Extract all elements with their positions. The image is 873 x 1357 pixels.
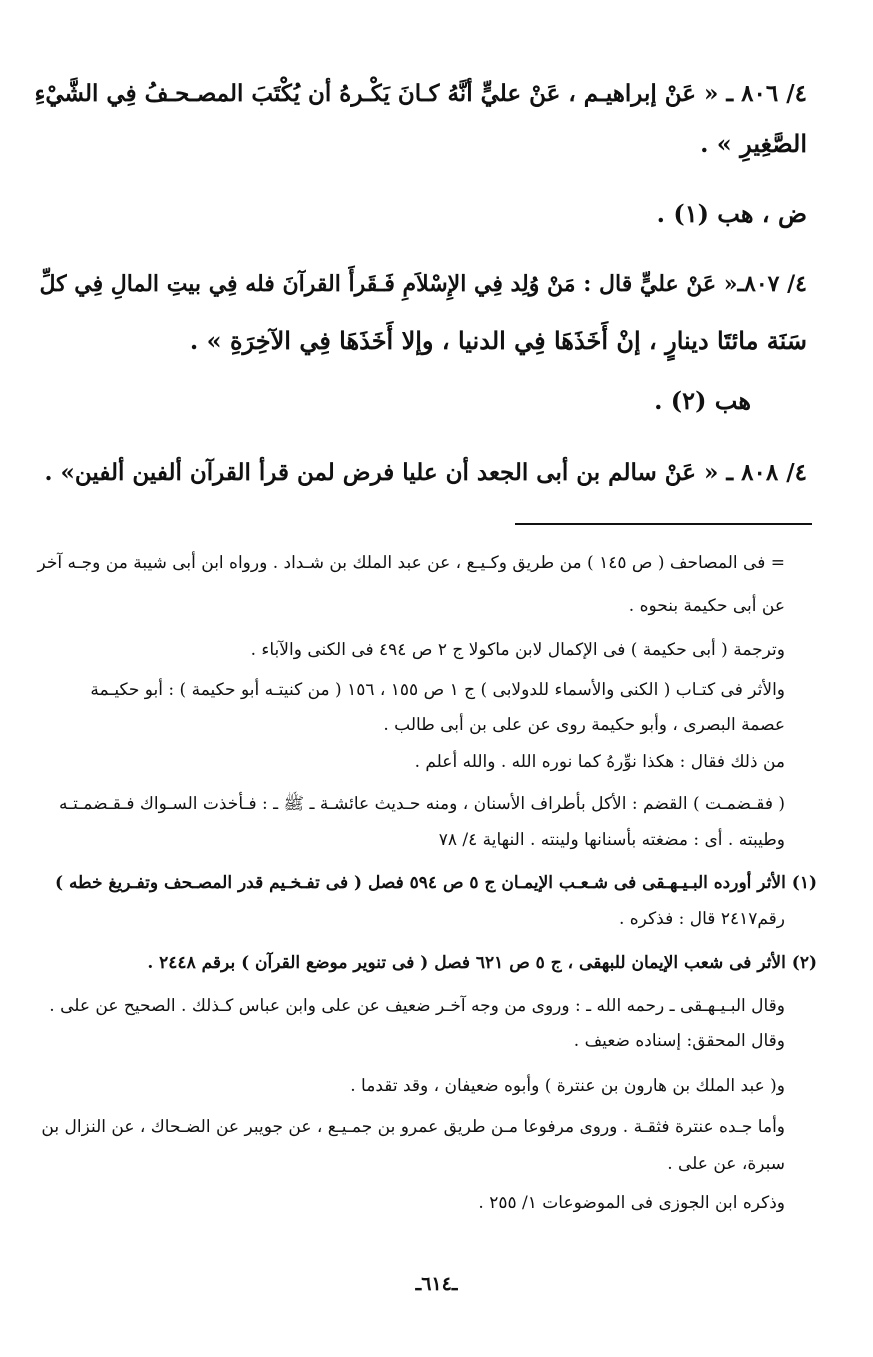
page-number: ـ٦١٤ـ <box>415 1273 458 1295</box>
footnote-2-line-5: وأما جـده عنترة فثقـة . وروى مرفوعا مـن طريق عمرو بن جمـيـع ، عن جويبر عن الضـحاك ، عن النزال بن <box>41 1117 785 1137</box>
footnote-continued-line-4: والأثر فى كتـاب ( الكنى والأسماء للدولابى ) ج ١ ص ١٥٥ ، ١٥٦ ( من كنيتـه أبو حكيمة ) : أبو حكيـمة <box>90 680 785 700</box>
footnote-2-line-1: (٢) الأثر فى شعب الإيمان للبهقى ، ج ٥ ص ٦٢١ فصل ( فى تنوير موضع القرآن ) برقم ٢٤٤٨ . <box>147 953 817 973</box>
entry-808-line-1: ٤/ ٨٠٨ ـ « عَنْ سالم بن أبى الجعد أن عليا فرض لمن قرأ القرآن ألفين ألفين» . <box>44 459 807 486</box>
entry-806-line-1: ٤/ ٨٠٦ ـ « عَنْ إبراهيـم ، عَنْ عليٍّ أنَّهُ كـانَ يَكْـرهُ أن يُكْتَبَ المصـحـفُ فِي الشَّيْءِ <box>34 80 807 107</box>
footnote-2-line-4: و( عبد الملك بن هارون بن عنترة ) وأبوه ضعيفان ، وقد تقدما . <box>350 1076 785 1096</box>
footnote-2-line-2: وقال البـيـهـقى ـ رحمه الله ـ : وروى من وجه آخـر ضعيف عن على وابن عباس كـذلك . الصحيح عن على . <box>49 996 785 1016</box>
entry-806-source: ض ، هب (١) . <box>656 199 807 228</box>
footnote-continued-line-1: = فى المصاحف ( ص ١٤٥ ) من طريق وكـيـع ، عن عبد الملك بن شـداد . ورواه ابن أبى شيبة من وجـه آخر <box>37 553 785 573</box>
footnote-continued-line-6: من ذلك فقال : هكذا نوِّرهُ كما نوره الله . والله أعلم . <box>414 752 785 772</box>
footnote-continued-line-2: عن أبى حكيمة بنحوه . <box>628 596 785 616</box>
footnote-continued-line-8: وطيبته . أى : مضغته بأسنانها ولينته . النهاية ٤/ ٧٨ <box>438 830 785 850</box>
footnote-2-line-6: سبرة، عن على . <box>667 1154 785 1174</box>
entry-806-line-2: الصَّغِيرِ » . <box>700 129 807 158</box>
footnote-continued-line-3: وترجمة ( أبى حكيمة ) فى الإكمال لابن ماكولا ج ٢ ص ٤٩٤ فى الكنى والآباء . <box>250 640 785 660</box>
entry-807-line-2: سَنَة مائتَا دينارٍ ، إنْ أَخَذَهَا فِي الدنيا ، وإلا أَخَذَهَا فِي الآخِرَةِ » . <box>189 326 807 355</box>
footnote-1-line-2: رقم٢٤١٧ قال : فذكره . <box>618 909 785 929</box>
entry-807-source: هب (٢) . <box>654 386 751 415</box>
footnote-continued-line-5: عصمة البصرى ، وأبو حكيمة روى عن على بن أبى طالب . <box>383 715 785 735</box>
footnote-1-line-1: (١) الأثر أورده البـيـهـقى فى شـعـب الإيمـان ج ٥ ص ٥٩٤ فصل ( فى تفـخـيم قدر المصـحف وتفـريغ خطه ) <box>54 873 817 893</box>
footnote-2-line-3: وقال المحقق: إسناده ضعيف . <box>573 1031 785 1051</box>
footnote-continued-line-7: ( فقـضمـت ) القضم : الأكل بأطراف الأسنان ، ومنه حـديث عائشـة ـ ﷺ ـ : فـأخذت السـواك فـقـضمـتـه <box>59 794 785 814</box>
footnote-2-line-7: وذكره ابن الجوزى فى الموضوعات ١/ ٢٥٥ . <box>478 1193 785 1213</box>
entry-807-line-1: ٤/ ٨٠٧ـ« عَنْ عليٍّ قال : مَنْ وُلِد فِي الإِسْلاَمِ فَـقَرأَ القرآنَ فله فِي بيتِ المالِ فِي كلِّ <box>39 271 807 297</box>
footnote-separator <box>515 523 812 525</box>
